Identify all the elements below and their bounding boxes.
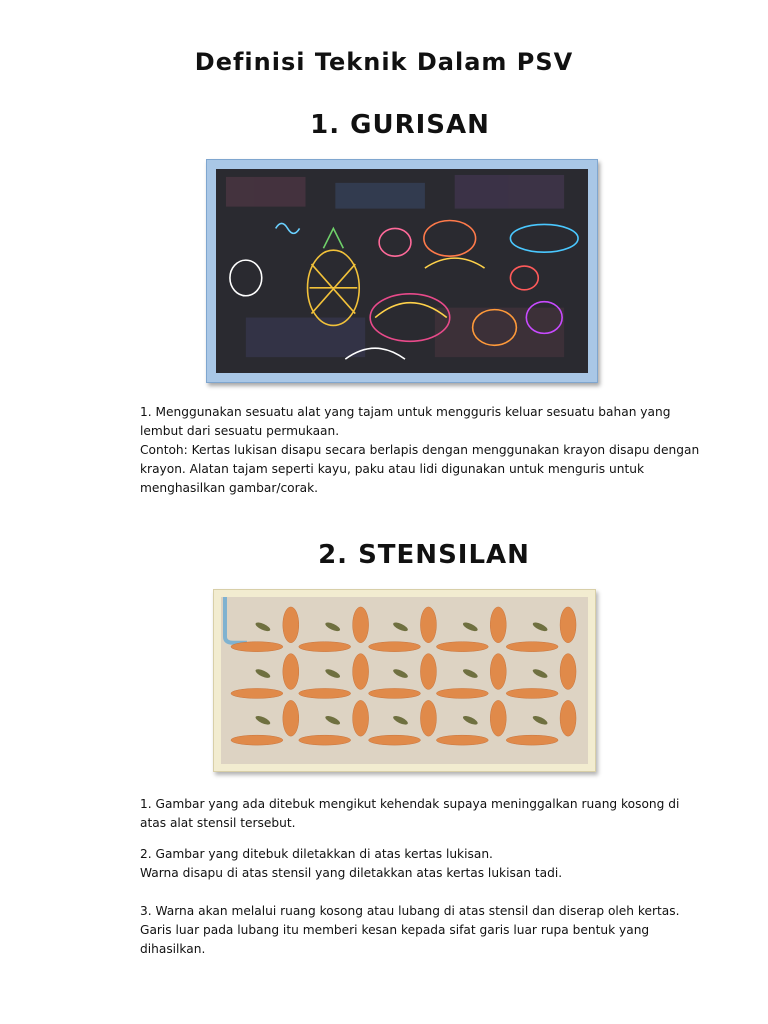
text-line: Warna disapu di atas stensil yang diletakkan atas kertas lukisan tadi. <box>140 866 563 880</box>
text-line: atas alat stensil tersebut. <box>140 816 296 830</box>
text-line: dihasilkan. <box>140 942 206 956</box>
scratch-art-image <box>216 169 588 373</box>
stencil-art-image <box>221 597 588 764</box>
text-line: 2. Gambar yang ditebuk diletakkan di atas kertas lukisan. <box>140 847 493 861</box>
text-line: 1. Gambar yang ada ditebuk mengikut kehendak supaya meninggalkan ruang kosong di <box>140 797 680 811</box>
gurisan-description <box>140 403 730 498</box>
section-heading-gurisan: 1. GURISAN <box>310 110 490 140</box>
text-line: Garis luar pada lubang itu memberi kesan kepada sifat garis luar rupa bentuk yang <box>140 923 650 937</box>
stensilan-step-3 <box>140 902 730 959</box>
text-line: Contoh: Kertas lukisan disapu secara berlapis dengan menggunakan krayon disapu dengan <box>140 443 700 457</box>
section-heading-stensilan: 2. STENSILAN <box>318 540 530 570</box>
document-title: Definisi Teknik Dalam PSV <box>194 48 574 76</box>
text-line: lembut dari sesuatu permukaan. <box>140 424 340 438</box>
photo-scratch-art <box>206 159 598 383</box>
stensilan-step-1 <box>140 795 730 833</box>
text-line: krayon. Alatan tajam seperti kayu, paku atau lidi digunakan untuk menguris untuk <box>140 462 645 476</box>
stensilan-step-2 <box>140 845 730 883</box>
text-line: 3. Warna akan melalui ruang kosong atau lubang di atas stensil dan diserap oleh kertas. <box>140 904 680 918</box>
photo-stencil-art <box>213 589 596 772</box>
text-line: menghasilkan gambar/corak. <box>140 481 319 495</box>
text-line: 1. Menggunakan sesuatu alat yang tajam untuk mengguris keluar sesuatu bahan yang <box>140 405 671 419</box>
